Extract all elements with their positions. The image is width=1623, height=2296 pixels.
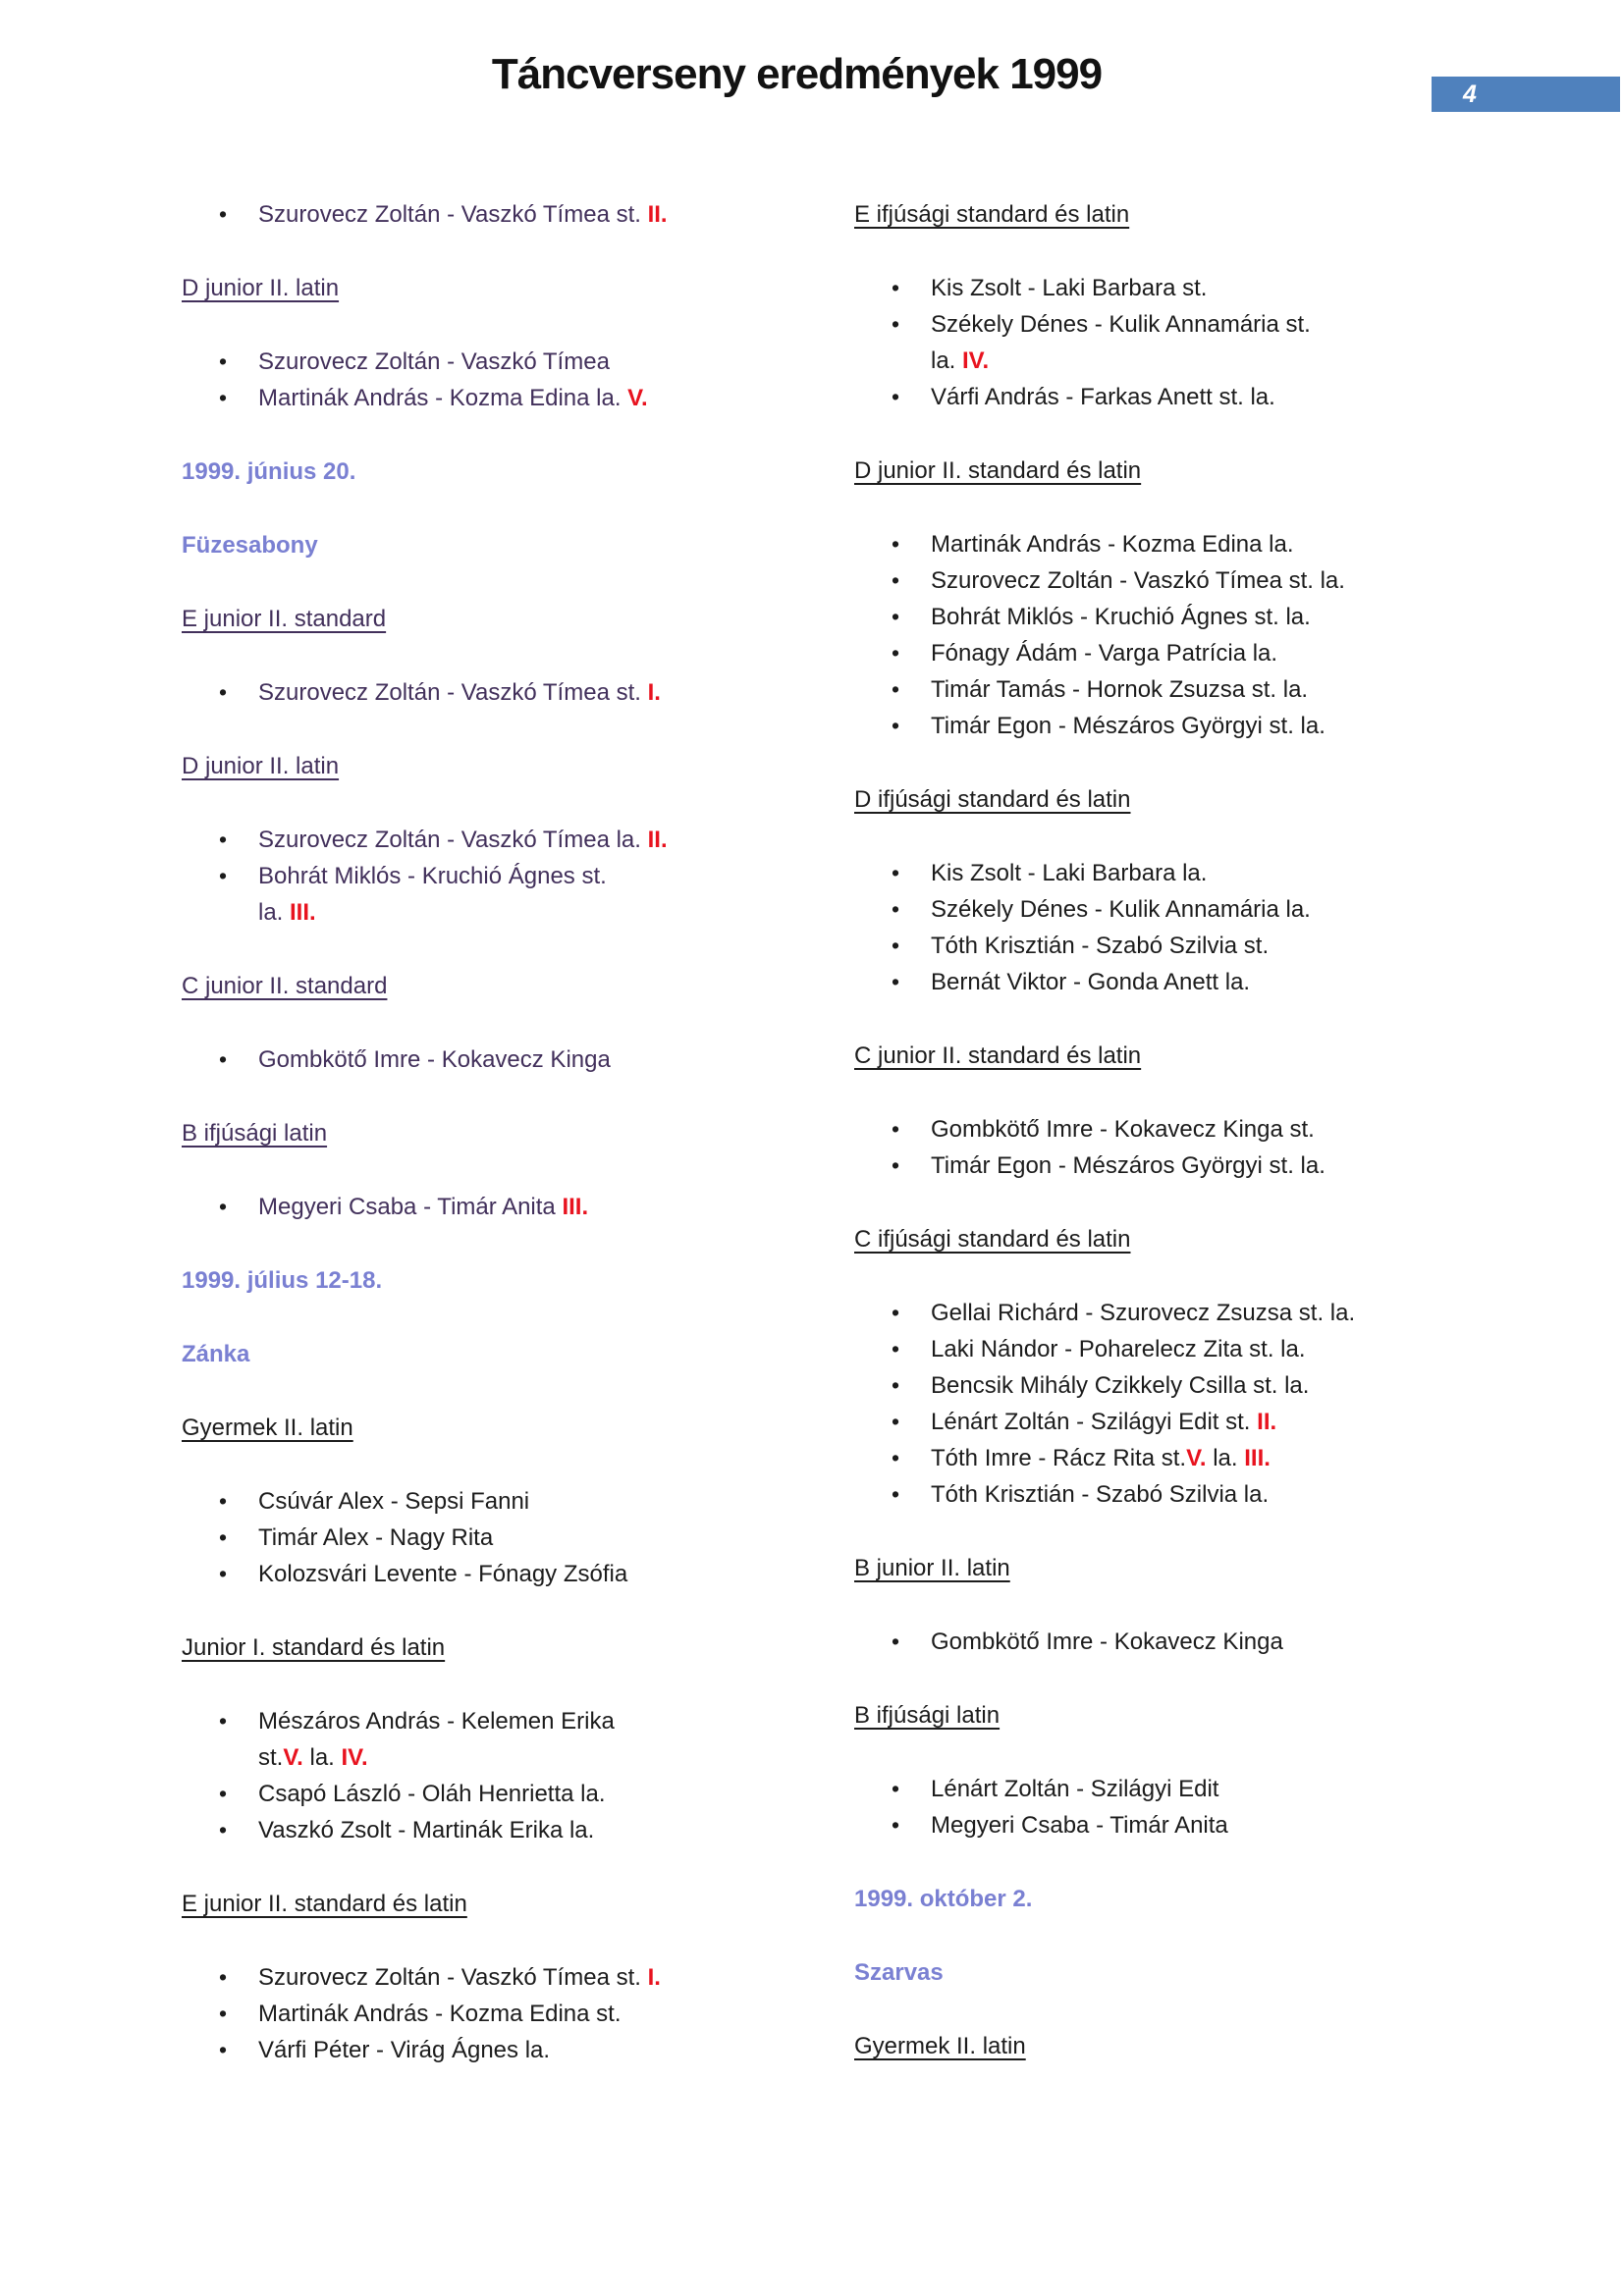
result-item [854,635,1437,671]
result-text [258,1524,493,1551]
bullet-icon: • [219,1781,228,1806]
result-item [854,306,1437,379]
couple-name: Várfi Péter - Virág Ágnes la. [258,2037,551,2063]
couple-name: Szurovecz Zoltán - Vaszkó Tímea st. [258,1964,648,1991]
couple-name: Bohrát Miklós - Kruchió Ágnes st. la. [931,604,1311,630]
bullet-icon: • [219,2001,228,2026]
couple-name: Timár Alex - Nagy Rita [258,1524,494,1551]
result-text [258,827,668,853]
section-heading: Gyermek II. latin [182,1415,353,1441]
result-item [182,1776,765,1812]
result-text [931,567,1345,594]
section-heading: B ifjúsági latin [854,1702,1001,1729]
bullet-icon: • [892,933,900,958]
bullet-icon: • [892,640,900,666]
result-text [931,384,1275,410]
results-list [182,196,765,233]
result-text [258,1708,615,1771]
section-heading: B ifjúsági latin [182,1120,328,1147]
result-item [182,1483,765,1520]
bullet-icon: • [219,679,228,705]
result-text [931,676,1308,703]
rank-label: III. [290,899,316,926]
couple-name: Székely Dénes - Kulik Annamária st. [931,311,1311,338]
bullet-icon: • [892,1116,900,1142]
couple-name: Gombkötő Imre - Kokavecz Kinga [931,1629,1283,1655]
rank-label: IV. [962,347,990,374]
date-heading: 1999. október 2. [854,1886,1033,1912]
result-item [182,344,765,380]
result-item [854,379,1437,415]
couple-name: Szurovecz Zoltán - Vaszkó Tímea st. [258,679,648,706]
couple-name: Vaszkó Zsolt - Martinák Erika la. [258,1817,595,1843]
result-text [931,604,1311,630]
results-list [854,526,1437,744]
date-heading: 1999. június 20. [182,458,356,485]
result-item [854,891,1437,928]
result-text [931,860,1207,886]
result-text [931,531,1294,558]
result-text [931,1776,1218,1802]
bullet-icon: • [892,896,900,922]
result-item [854,964,1437,1000]
results-list [182,1189,765,1225]
section-heading: C junior II. standard [182,973,388,999]
bullet-icon: • [892,1776,900,1801]
couple-name: Martinák András - Kozma Edina la. [931,531,1294,558]
bullet-icon: • [219,385,228,410]
result-text [931,1300,1355,1326]
bullet-icon: • [219,1194,228,1219]
result-item [182,822,765,858]
result-item [182,1041,765,1078]
rank-label: V. [283,1744,303,1771]
result-item [854,526,1437,562]
section-heading: E ifjúsági standard és latin [854,201,1130,228]
result-text [931,1481,1269,1508]
result-text [931,713,1325,739]
result-item [182,858,765,931]
couple-name: Gombkötő Imre - Kokavecz Kinga st. [931,1116,1315,1143]
results-list [182,822,765,931]
bullet-icon: • [219,1708,228,1734]
couple-name: Székely Dénes - Kulik Annamária la. [931,896,1311,923]
bullet-icon: • [892,860,900,885]
result-item [854,855,1437,891]
result-item [854,1624,1437,1660]
couple-name: la. [1206,1445,1245,1471]
bullet-icon: • [892,275,900,300]
couple-name: st. [258,1744,284,1771]
rank-label: I. [647,679,661,706]
result-text [931,640,1277,667]
bullet-icon: • [892,1300,900,1325]
result-text [931,933,1269,959]
bullet-icon: • [219,1964,228,1990]
couple-name: Timár Egon - Mészáros Györgyi st. la. [931,713,1325,739]
result-text [931,275,1207,301]
result-item [854,1771,1437,1807]
couple-name: Bohrát Miklós - Kruchió Ágnes st. [258,863,607,889]
bullet-icon: • [892,1372,900,1398]
rank-label: II. [647,827,668,853]
results-list [182,344,765,416]
result-item [854,1404,1437,1440]
result-text [931,1445,1271,1471]
section-heading: D junior II. latin [182,753,340,779]
couple-name: Tóth Krisztián - Szabó Szilvia st. [931,933,1270,959]
couple-name: Szurovecz Zoltán - Vaszkó Tímea [258,348,610,375]
results-list [854,1295,1437,1513]
bullet-icon: • [219,201,228,227]
result-item [854,1111,1437,1148]
result-item [854,1476,1437,1513]
section-heading: E junior II. standard és latin [182,1891,467,1917]
bullet-icon: • [892,604,900,629]
result-item [182,196,765,233]
result-text [258,679,661,706]
page-number: 4 [1463,80,1477,108]
couple-name: Martinák András - Kozma Edina la. [258,385,628,411]
right-column [854,196,1437,2106]
bullet-icon: • [219,863,228,888]
couple-name: Bernát Viktor - Gonda Anett la. [931,969,1251,995]
result-item [854,708,1437,744]
section-heading: D junior II. standard és latin [854,457,1142,484]
section-heading: Gyermek II. latin [854,2033,1026,2059]
result-text [931,1409,1276,1435]
couple-name: Szurovecz Zoltán - Vaszkó Tímea st. [258,201,648,228]
page-number-badge [1432,77,1620,112]
result-item [182,1520,765,1556]
date-heading: 1999. július 12-18. [182,1267,383,1294]
result-text [931,969,1250,995]
left-column [182,196,765,2106]
rank-label: III. [1244,1445,1271,1471]
section-heading: Junior I. standard és latin [182,1634,446,1661]
results-list [854,1111,1437,1184]
rank-label: II. [647,201,668,228]
rank-label: III. [562,1194,589,1220]
bullet-icon: • [892,1336,900,1362]
bullet-icon: • [892,531,900,557]
location-heading: Zánka [182,1341,250,1367]
bullet-icon: • [892,1812,900,1838]
rank-label: V. [627,385,648,411]
result-item [182,2032,765,2068]
section-heading: B junior II. latin [854,1555,1010,1581]
couple-name: Megyeri Csaba - Timár Anita [931,1812,1228,1839]
couple-name: Csapó László - Oláh Henrietta la. [258,1781,606,1807]
result-text [258,385,648,411]
rank-label: IV. [341,1744,368,1771]
couple-name: Laki Nándor - Poharelecz Zita st. la. [931,1336,1306,1362]
couple-name: Gellai Richárd - Szurovecz Zsuzsa st. la. [931,1300,1356,1326]
bullet-icon: • [892,676,900,702]
result-text [258,1194,588,1220]
bullet-icon: • [892,969,900,994]
result-text [931,1116,1315,1143]
result-text [258,2037,550,2063]
results-list [182,1703,765,1848]
result-text [931,311,1311,374]
result-item [182,1812,765,1848]
section-heading: C junior II. standard és latin [854,1042,1142,1069]
couple-name: Mészáros András - Kelemen Erika [258,1708,615,1735]
result-text [258,863,607,926]
bullet-icon: • [892,1152,900,1178]
result-item [182,1556,765,1592]
couple-name: Szurovecz Zoltán - Vaszkó Tímea la. [258,827,648,853]
results-list [182,674,765,711]
content-columns [0,196,1623,2106]
couple-name: Lénárt Zoltán - Szilágyi Edit [931,1776,1219,1802]
result-text [931,896,1311,923]
results-list [854,270,1437,415]
result-item [854,928,1437,964]
bullet-icon: • [219,2037,228,2062]
bullet-icon: • [892,1629,900,1654]
bullet-icon: • [892,311,900,337]
bullet-icon: • [219,1817,228,1842]
location-heading: Szarvas [854,1959,944,1986]
results-list [854,1624,1437,1660]
result-item [854,1295,1437,1331]
couple-name: la. [258,899,291,926]
result-item [182,1996,765,2032]
bullet-icon: • [219,1524,228,1550]
rank-label: I. [647,1964,661,1991]
couple-name: Kis Zsolt - Laki Barbara st. [931,275,1208,301]
couple-name: Kolozsvári Levente - Fónagy Zsófia [258,1561,628,1587]
bullet-icon: • [219,827,228,852]
result-item [182,1959,765,1996]
result-text [931,1336,1306,1362]
result-text [931,1372,1309,1399]
result-text [258,1488,529,1515]
result-item [854,1440,1437,1476]
result-item [182,380,765,416]
bullet-icon: • [219,1561,228,1586]
result-text [258,348,610,375]
document-title: Táncverseny eredmények 1999 [491,50,1103,98]
bullet-icon: • [219,1488,228,1514]
couple-name: Gombkötő Imre - Kokavecz Kinga [258,1046,611,1073]
couple-name: Timár Egon - Mészáros Györgyi st. la. [931,1152,1325,1179]
result-text [931,1629,1283,1655]
result-text [258,1964,661,1991]
result-item [854,1807,1437,1843]
bullet-icon: • [892,1445,900,1470]
couple-name: Timár Tamás - Hornok Zsuzsa st. la. [931,676,1309,703]
bullet-icon: • [892,1409,900,1434]
result-item [854,270,1437,306]
section-heading: E junior II. standard [182,606,387,632]
couple-name: Csúvár Alex - Sepsi Fanni [258,1488,530,1515]
couple-name: Fónagy Ádám - Varga Patrícia la. [931,640,1278,667]
result-item [854,1148,1437,1184]
rank-label: II. [1257,1409,1277,1435]
results-list [182,1959,765,2068]
bullet-icon: • [892,384,900,409]
couple-name: Szurovecz Zoltán - Vaszkó Tímea st. la. [931,567,1345,594]
couple-name: Bencsik Mihály Czikkely Csilla st. la. [931,1372,1310,1399]
result-text [931,1152,1325,1179]
results-list [182,1483,765,1592]
result-text [258,1817,594,1843]
result-text [258,201,668,228]
section-heading: C ifjúsági standard és latin [854,1226,1131,1253]
result-item [854,1331,1437,1367]
result-item [854,599,1437,635]
couple-name: Várfi András - Farkas Anett st. la. [931,384,1275,410]
result-text [258,1781,606,1807]
bullet-icon: • [892,713,900,738]
section-heading: D junior II. latin [182,275,340,301]
bullet-icon: • [892,1481,900,1507]
result-text [931,1812,1228,1839]
couple-name: Lénárt Zoltán - Szilágyi Edit st. [931,1409,1258,1435]
rank-label: V. [1186,1445,1207,1471]
result-text [258,1561,627,1587]
section-heading: D ifjúsági standard és latin [854,786,1131,813]
bullet-icon: • [219,1046,228,1072]
result-item [854,671,1437,708]
couple-name: Tóth Imre - Rácz Rita st. [931,1445,1187,1471]
results-list [854,855,1437,1000]
results-list [854,1771,1437,1843]
location-heading: Füzesabony [182,532,318,559]
bullet-icon: • [892,567,900,593]
couple-name: Tóth Krisztián - Szabó Szilvia la. [931,1481,1270,1508]
couple-name: la. [931,347,963,374]
result-item [854,562,1437,599]
couple-name: la. [302,1744,342,1771]
result-item [182,674,765,711]
result-text [258,1046,611,1073]
result-text [258,2001,622,2027]
bullet-icon: • [219,348,228,374]
couple-name: Megyeri Csaba - Timár Anita [258,1194,563,1220]
couple-name: Martinák András - Kozma Edina st. [258,2001,622,2027]
result-item [182,1189,765,1225]
result-item [854,1367,1437,1404]
couple-name: Kis Zsolt - Laki Barbara la. [931,860,1208,886]
result-item [182,1703,765,1776]
results-list [182,1041,765,1078]
